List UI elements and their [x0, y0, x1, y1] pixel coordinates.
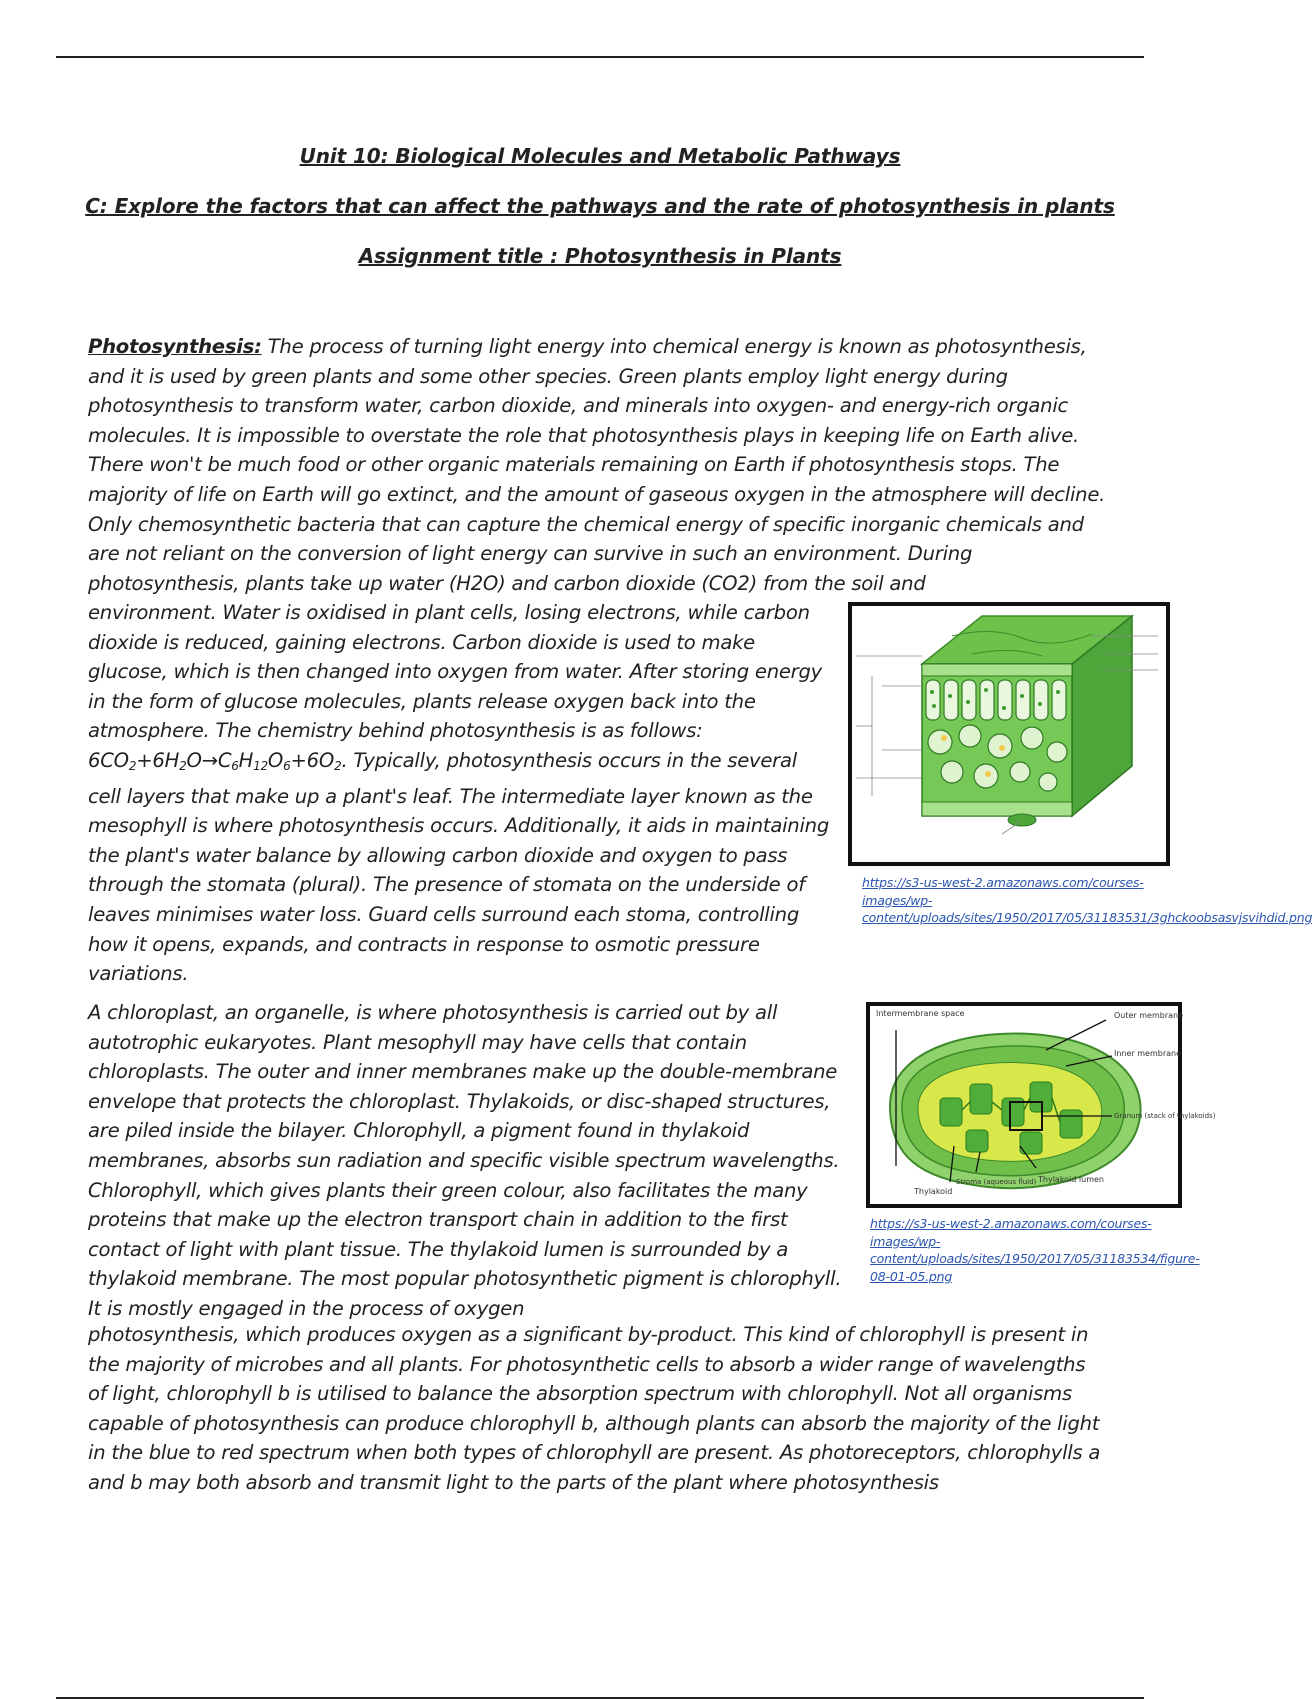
- photosynthesis-equation: $6CO_2+6H_2O\to C_6H_{12}O_6+6O_2$.: [88, 748, 348, 773]
- svg-text:Stroma (aqueous fluid): Stroma (aqueous fluid): [956, 1178, 1037, 1186]
- photosynthesis-lead: Photosynthesis:: [88, 335, 262, 358]
- figure1-source-link[interactable]: https://s3-us-west-2.amazonaws.com/courses-images/wp-content/uploads/sites/1950/2017/05/31183531/3ghckoobsasvjsvihdid.png: [862, 875, 1312, 925]
- leaf-cross-section-figure: [848, 602, 1170, 866]
- svg-text:Thylakoid lumen: Thylakoid lumen: [1038, 1175, 1104, 1184]
- leaf-cross-section-illustration: [852, 606, 1166, 862]
- chloroplast-paragraph-full: photosynthesis, which produces oxygen as a significant by-product. This kind of chlorophyll is present in the majority of microbes and all plants. For photosynthetic cells to absorb a wider range of wavelengths of light, chlorophyll b is utilised to balance the absorption spectrum with chlorophyll. Not all organisms capable of photosynthesis can produce chlorophyll b, although plants can absorb the majority of the light in the blue to red spectrum when both types of chlorophyll are present. As photoreceptors, chlorophylls a and b may both absorb and transmit light to the parts of the plant where photosynthesis: [88, 1323, 1101, 1494]
- chloroplast-figure: [866, 1002, 1216, 1208]
- figure2-source-link[interactable]: https://s3-us-west-2.amazonaws.com/courses-images/wp-content/uploads/sites/1950/2017/05/31183534/figure-08-01-05.png: [870, 1216, 1200, 1284]
- photosynthesis-paragraph-wrap: [88, 598, 833, 989]
- objective-title: C: Explore the factors that can affect the pathways and the rate of photosynthesis in plants: [85, 194, 1115, 218]
- assignment-title: Assignment title : Photosynthesis in Plants: [358, 244, 842, 268]
- photosynthesis-intro-text: The process of turning light energy into chemical energy is known as photosynthesis, and it is used by green plants and some other species. Green plants employ light energy during photosynthesis to transform water, carbon dioxide, and minerals into oxygen- and energy-rich organic molecules. It is impossible to overstate the role that photosynthesis plays in keeping life on Earth alive. There won't be much food or other organic materials remaining on Earth if photosynthesis stops. The majority of life on Earth will go extinct, and the amount of gaseous oxygen in the atmosphere will decline. Only chemosynthetic bacteria that can capture the chemical energy of specific inorganic chemicals and are not reliant on the conversion of light energy can survive in such an environment. During photosynthesis, plants take up water (H2O) and carbon dioxide (CO2) from the soil and: [88, 335, 1106, 595]
- svg-text:Granum (stack of thylakoids): Granum (stack of thylakoids): [1114, 1112, 1216, 1120]
- svg-text:Intermembrane space: Intermembrane space: [876, 1009, 965, 1018]
- bottom-rule: [56, 1697, 1144, 1699]
- svg-text:Outer membrane: Outer membrane: [1114, 1011, 1184, 1020]
- unit-title: Unit 10: Biological Molecules and Metabolic Pathways: [299, 144, 901, 168]
- chloroplast-paragraph-wrap: A chloroplast, an organelle, is where photosynthesis is carried out by all autotrophic eukaryotes. Plant mesophyll may have cells that contain chloroplasts. The outer and inner membranes make up the double-membrane envelope that protects the chloroplast. Thylakoids, or disc-shaped structures, are piled inside the bilayer. Chlorophyll, a pigment found in thylakoid membranes, absorbs sun radiation and specific visible spectrum wavelengths. Chlorophyll, which gives plants their green colour, also facilitates the many proteins that make up the electron transport chain in addition to the first contact of light with plant tissue. The thylakoid lumen is surrounded by a thylakoid membrane. The most popular photosynthetic pigment is chlorophyll. It is mostly engaged in the process of oxygen: [88, 1001, 842, 1320]
- top-rule: [56, 56, 1144, 58]
- title-block: [0, 144, 1200, 294]
- svg-text:Thylakoid: Thylakoid: [914, 1187, 953, 1196]
- photosynthesis-wrap-text: environment. Water is oxidised in plant cells, losing electrons, while carbon dioxide is reduced, gaining electrons. Carbon dioxide is used to make glucose, which is then changed into oxygen from water. After storing energy in the form of glucose molecules, plants release oxygen back into the atmosphere. The chemistry behind photosynthesis is as follows:: [88, 601, 823, 743]
- svg-text:Inner membrane: Inner membrane: [1114, 1049, 1182, 1058]
- chloroplast-illustration: [870, 1006, 1216, 1204]
- photosynthesis-paragraph-intro: [88, 332, 1108, 598]
- photosynthesis-wrap-text-after: Typically, photosynthesis occurs in the several cell layers that make up a plant's leaf. The intermediate layer known as the mesophyll is where photosynthesis occurs. Additionally, it aids in maintaining the plant's water balance by allowing carbon dioxide and oxygen to pass through the stomata (plural). The presence of stomata on the underside of leaves minimises water loss. Guard cells surround each stoma, controlling how it opens, expands, and contracts in response to osmotic pressure variations.: [88, 748, 830, 986]
